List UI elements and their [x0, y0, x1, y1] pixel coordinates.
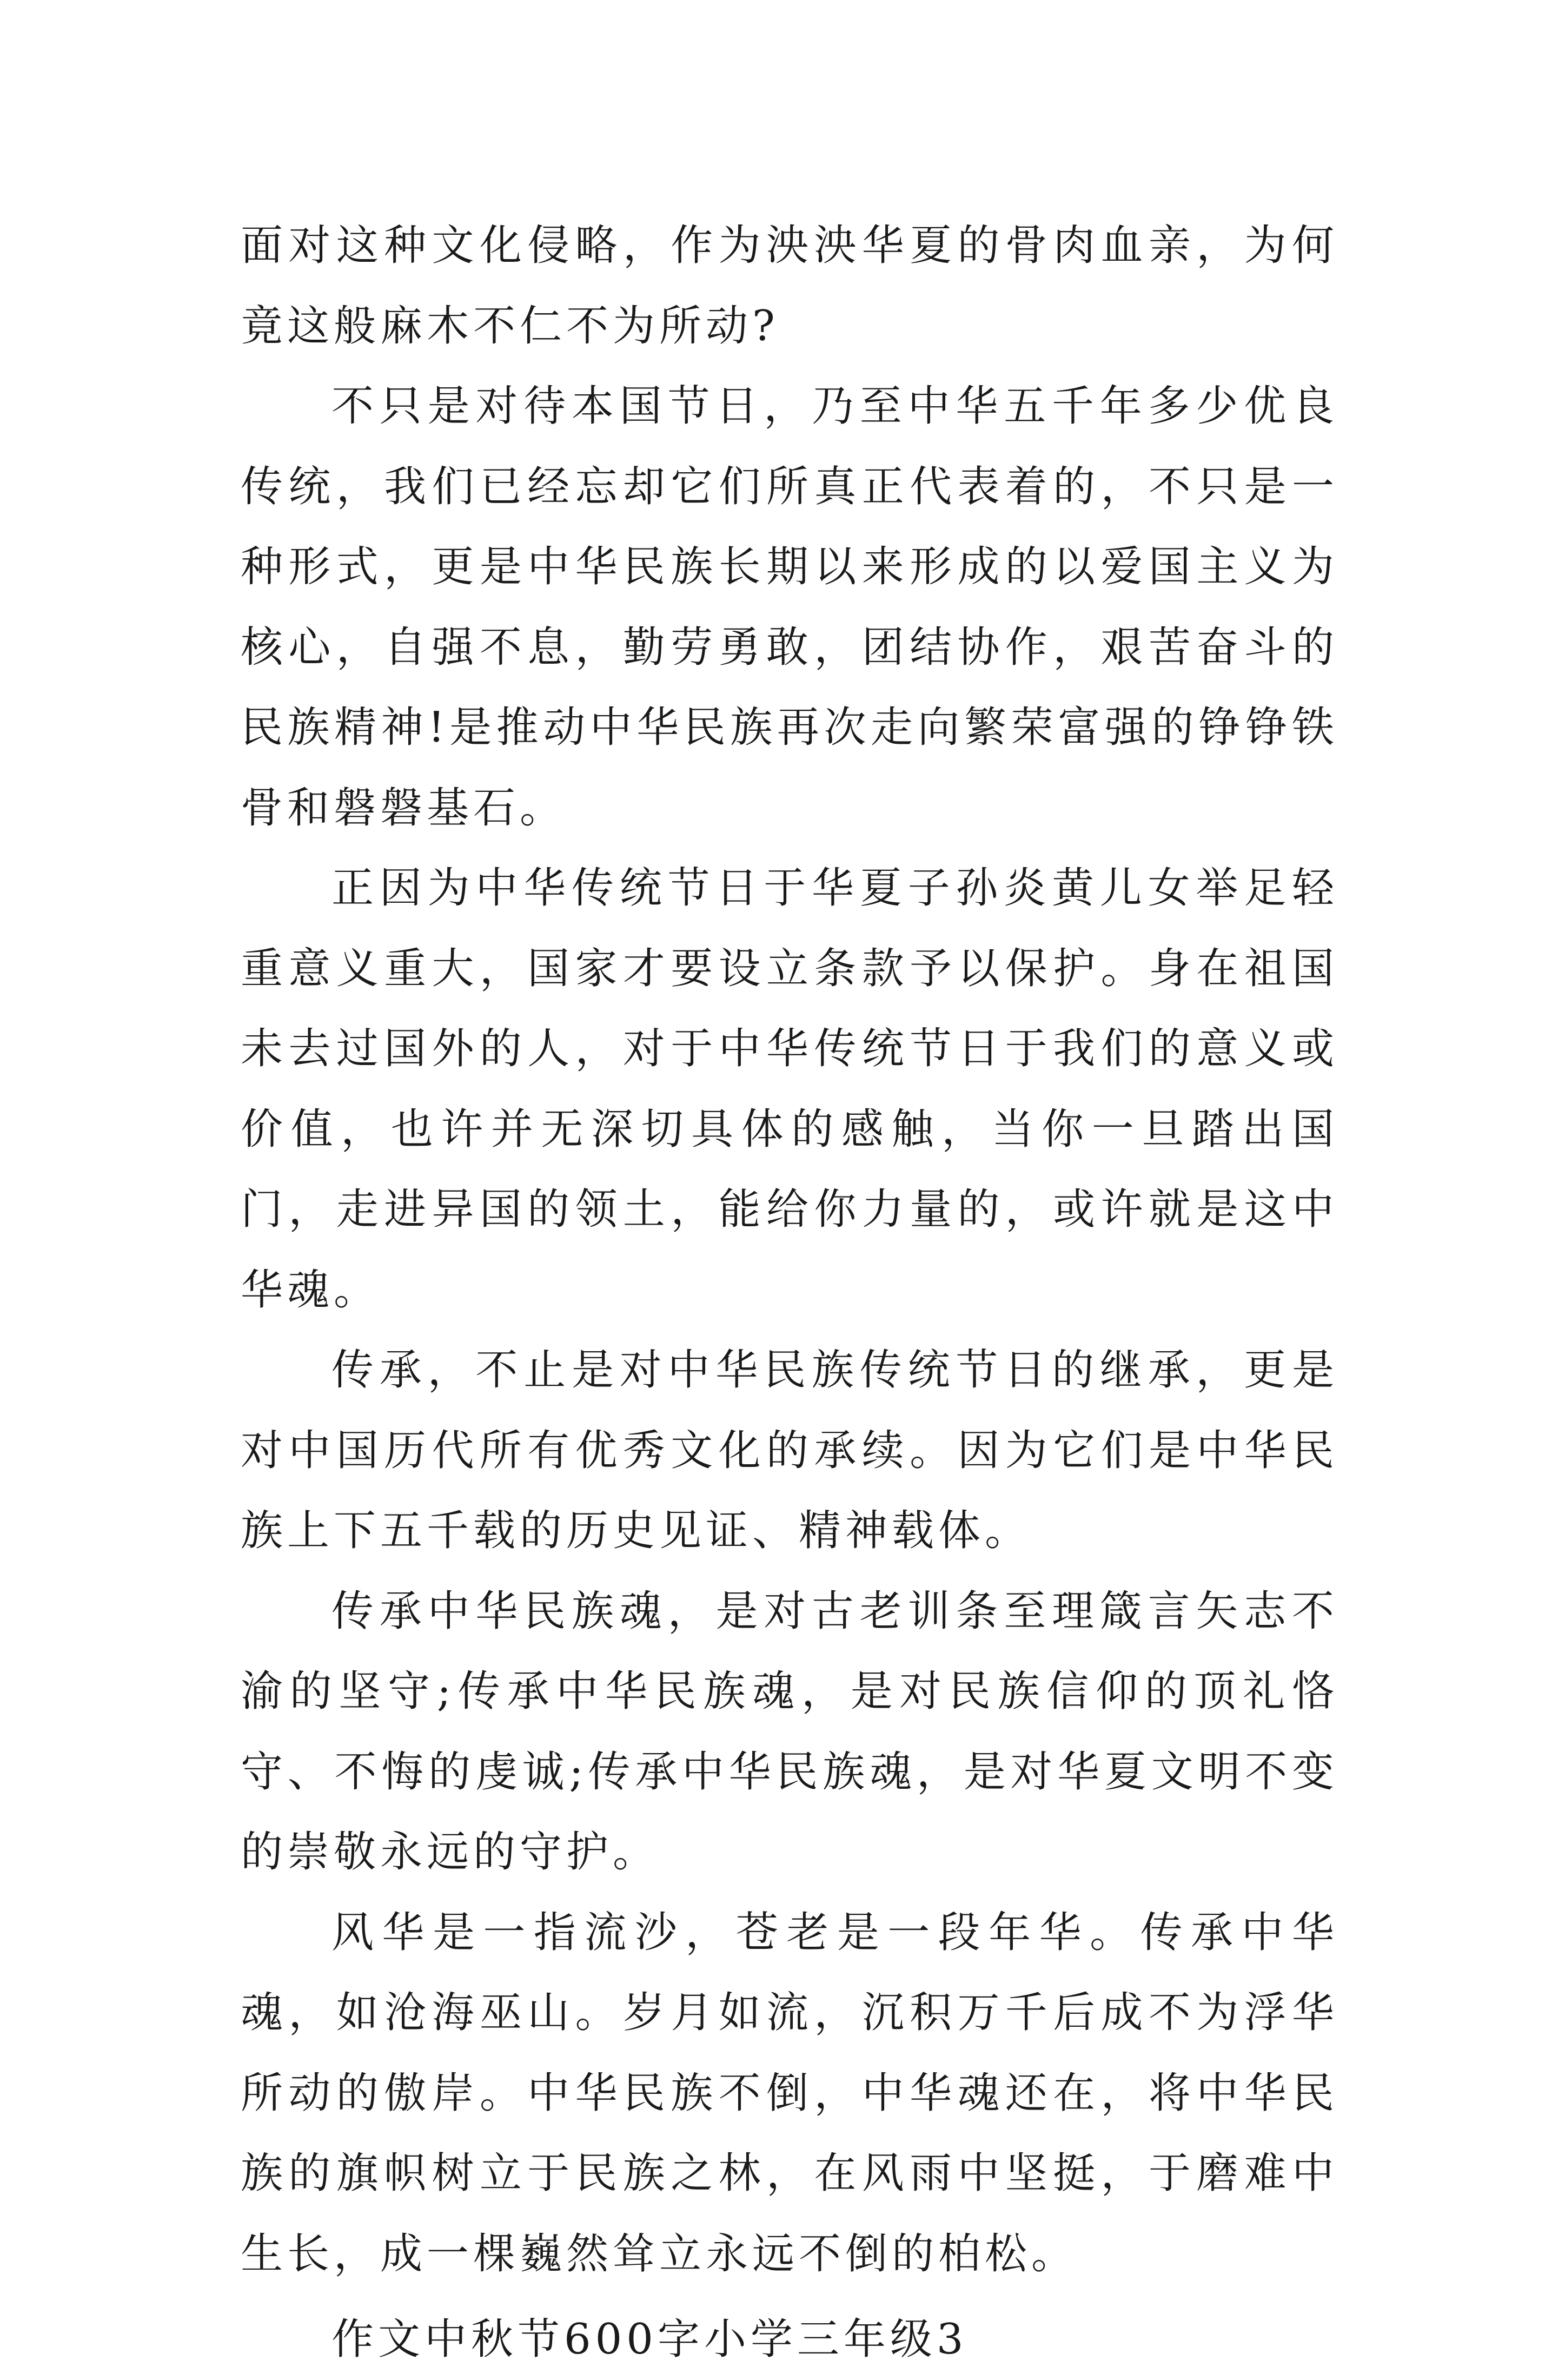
paragraph-2: 不只是对待本国节日，乃至中华五千年多少优良传统，我们已经忘却它们所真正代表着的，不只是一种形式，更是中华民族长期以来形成的以爱国主义为核心，自强不息，勤劳勇敢，团结协作，艰苦奋斗的民族精神!是推动中华民族再次走向繁荣富强的铮铮铁骨和磐磐基石。: [241, 382, 1338, 832]
paragraph-5: 传承中华民族魂，是对古老训条至理箴言矢志不渝的坚守;传承中华民族魂，是对民族信仰的顶礼恪守、不悔的虔诚;传承中华民族魂，是对华夏文明不变的崇敬永远的守护。: [241, 1586, 1338, 1876]
paragraph-6: 风华是一指流沙，苍老是一段年华。传承中华魂，如沧海巫山。岁月如流，沉积万千后成不为浮华所动的傲岸。中华民族不倒，中华魂还在，将中华民族的旗帜树立于民族之林，在风雨中坚挺，于磨难中生长，成一棵巍然耸立永远不倒的柏松。: [241, 1908, 1338, 2278]
paragraph-1: 面对这种文化侵略，作为泱泱华夏的骨肉血亲，为何竟这般麻木不仁不为所动?: [241, 221, 1338, 351]
paragraph-4: 传承，不止是对中华民族传统节日的继承，更是对中国历代所有优秀文化的承续。因为它们是中华民族上下五千载的历史见证、精神载体。: [241, 1346, 1338, 1555]
paragraph-3: 正因为中华传统节日于华夏子孙炎黄儿女举足轻重意义重大，国家才要设立条款予以保护。身在祖国未去过国外的人，对于中华传统节日于我们的意义或价值，也许并无深切具体的感触，当你一旦踏出国门，走进异国的领土，能给你力量的，或许就是这中华魂。: [241, 864, 1338, 1314]
document-body: [241, 206, 1338, 2380]
section-heading: 作文中秋节600字小学三年级3: [331, 2315, 968, 2364]
